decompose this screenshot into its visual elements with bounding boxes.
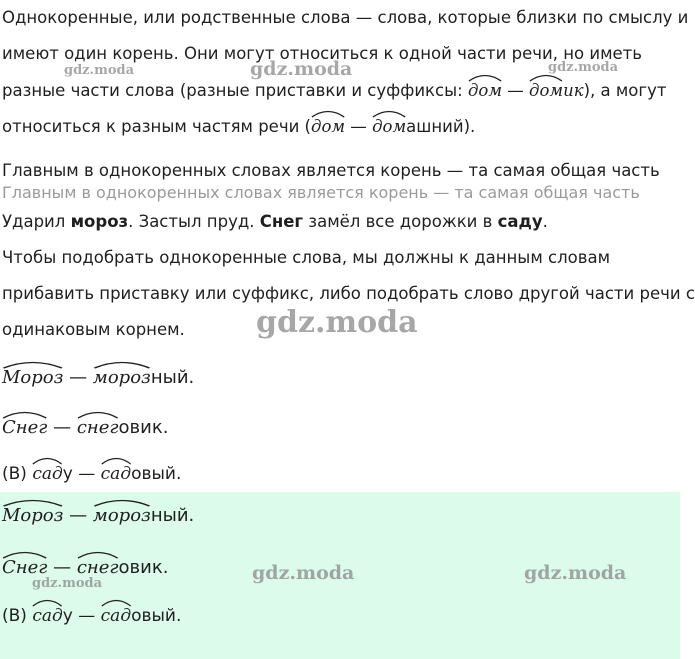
main-line: Главным в однокоренных словах является корень — та самая общая часть [2, 161, 660, 180]
word-sneg: Снег [2, 418, 47, 438]
watermark: gdz.moda [256, 305, 418, 340]
answer-word-sneg-root: снег [77, 558, 119, 578]
answer-pair-sad: (В) саду — садовый. [2, 606, 181, 626]
pair-sad: (В) саду — садовый. [2, 464, 181, 484]
cut-off-text-band [0, 183, 680, 206]
pair-sneg: Снег — снеговик. [2, 418, 168, 438]
bold-word-sneg: Снег [259, 212, 304, 231]
word-sneg-root: снег [77, 418, 119, 438]
word-moroz: Мороз [2, 368, 63, 388]
word-sad-root: сад [101, 464, 131, 484]
intro-line-1: Однокоренные, или родственные слова — слова, которые близки по смыслу и [2, 8, 689, 27]
watermark: gdz.moda [250, 58, 353, 80]
example-word-domik: домик [529, 81, 584, 101]
answer-pair-sneg: Снег — снеговик. [2, 558, 168, 578]
watermark: gdz.moda [548, 60, 619, 75]
example-word-domashniy-root: дом [372, 117, 406, 137]
example-word-dom-2: дом [311, 117, 345, 137]
watermark: gdz.moda [252, 562, 355, 584]
cut-off-text: Главным в однокоренных словах является корень — та самая общая часть [2, 183, 640, 202]
explain-line-2: прибавить приставку или суффикс, либо подобрать слово другой части речи с [2, 284, 695, 303]
pair-moroz: Мороз — морозный. [2, 368, 194, 388]
exercise-sentence: Ударил мороз. Застыл пруд. Снег замёл все дорожки в саду. [2, 212, 548, 231]
bold-word-moroz: мороз [70, 212, 129, 231]
intro-line-3: разные части слова (разные приставки и суффиксы: дом — домик), а могут [2, 81, 666, 101]
watermark: gdz.moda [64, 63, 135, 78]
bold-word-sadu: саду [497, 212, 543, 231]
answer-word-moroz: Мороз [2, 506, 63, 526]
answer-pair-moroz: Мороз — морозный. [2, 506, 194, 526]
explain-line-3: одинаковым корнем. [2, 320, 185, 339]
watermark: gdz.moda [32, 576, 103, 591]
answer-word-sneg: Снег [2, 558, 47, 578]
watermark: gdz.moda [524, 562, 627, 584]
word-moroz-root: мороз [93, 368, 151, 388]
answer-word-moroz-root: мороз [93, 506, 151, 526]
answer-word-sad: сад [32, 606, 62, 626]
word-sad: сад [32, 464, 62, 484]
intro-line-2: имеют один корень. Они могут относиться к одной части речи, но иметь [2, 44, 643, 63]
explain-line-1: Чтобы подобрать однокоренные слова, мы должны к данным словам [2, 248, 611, 267]
intro-line-4: относиться к разным частям речи ( дом — домашний). [2, 117, 475, 137]
example-word-dom: дом [468, 81, 502, 101]
answer-word-sad-root: сад [101, 606, 131, 626]
